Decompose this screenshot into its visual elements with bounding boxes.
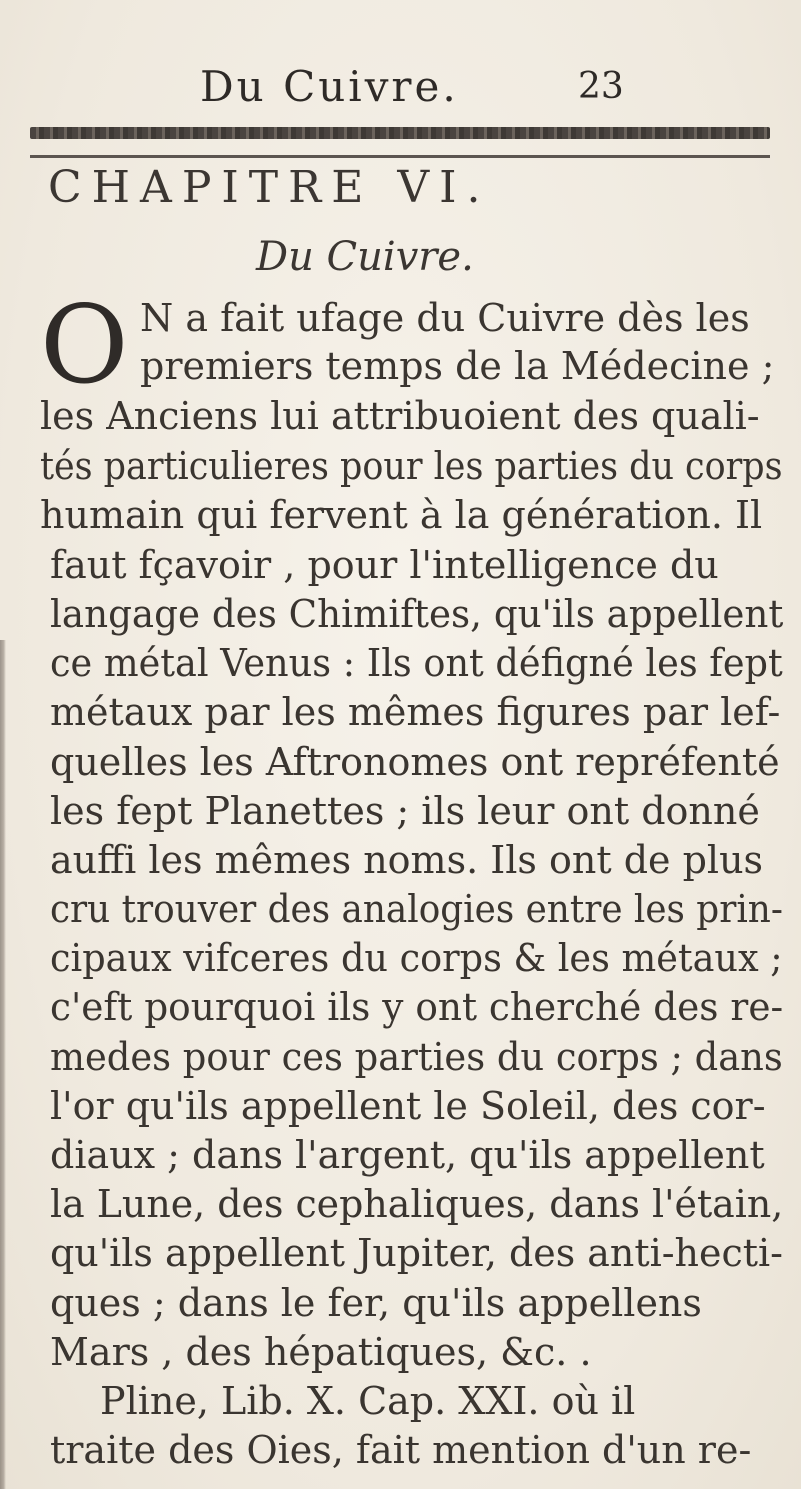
page-gutter-shadow [0,640,6,1489]
text-line: auffi les mêmes noms. Ils ont de plus [50,838,764,882]
running-head: Du Cuivre. [200,62,459,111]
text-line: la Lune, des cephaliques, dans l'étain, [50,1182,784,1226]
drop-cap: O [40,283,129,408]
page-number: 23 [578,66,624,107]
text-line: medes pour ces parties du corps ; dans [50,1035,783,1079]
chapter-subtitle: Du Cuivre. [256,234,474,280]
text-line: ce métal Venus : Ils ont défigné les fept [50,641,783,685]
text-line: Pline, Lib. X. Cap. XXI. où il [100,1379,636,1423]
text-line: tés particulieres pour les parties du corps [40,444,783,488]
text-line: qu'ils appellent Jupiter, des anti-hecti- [50,1231,783,1275]
text-line: traite des Oies, fait mention d'un re- [50,1428,752,1472]
text-line: humain qui fervent à la génération. Il [40,493,763,537]
text-line: diaux ; dans l'argent, qu'ils appellent [50,1133,765,1177]
text-line: les fept Planettes ; ils leur ont donné [50,789,760,833]
text-line: Mars , des hépatiques, &c. . [50,1330,592,1374]
text-line: N a fait ufage du Cuivre dès les [140,296,750,340]
text-line: métaux par les mêmes figures par lef- [50,690,781,734]
chapter-title: CHAPITRE VI. [48,162,491,213]
ornamental-rule [30,127,770,139]
text-line: l'or qu'ils appellent le Soleil, des cor- [50,1084,766,1128]
text-line: premiers temps de la Médecine ; [140,344,775,388]
divider-rule [30,155,770,158]
page-header [200,62,624,112]
text-line: cru trouver des analogies entre les prin- [50,887,783,931]
text-line: cipaux vifceres du corps & les métaux ; [50,936,783,980]
text-line: quelles les Aftronomes ont repréfenté [50,740,780,784]
text-line: les Anciens lui attribuoient des quali- [40,394,760,438]
text-line: c'eft pourquoi ils y ont cherché des re- [50,985,784,1029]
text-line: langage des Chimiftes, qu'ils appellent [50,592,784,636]
text-line: faut fçavoir , pour l'intelligence du [50,543,719,587]
text-line: ques ; dans le fer, qu'ils appellens [50,1281,702,1325]
